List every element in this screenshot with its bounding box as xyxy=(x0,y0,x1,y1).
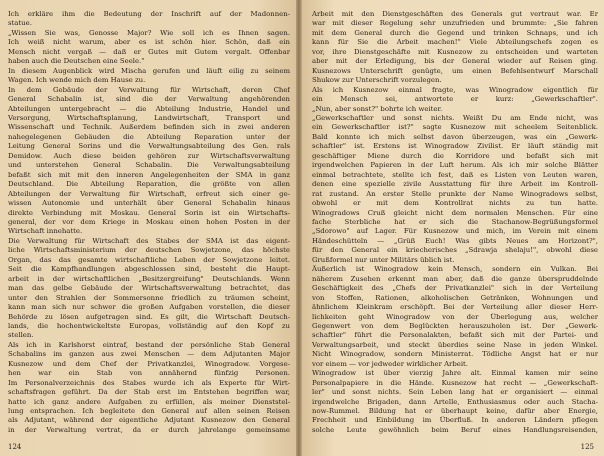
text-line: schaftler" führt die Personalakten, befaßt sich mit der Partei- und xyxy=(312,331,598,340)
text-line: wissen Autonomie und unterhält über General Schabalin hinaus xyxy=(8,199,290,208)
text-line: Kusnezows Unterschrift genügte, um einen Befehlsentwurf Marschall xyxy=(312,66,598,75)
text-line: geschäftiger Miene durch die Korridore und befaßt sich mit xyxy=(312,151,598,160)
text-line: Arbeit mit den Dienstgeschäften des Generals gut vertraut war. Er xyxy=(312,10,598,18)
text-line: kann man sich nur schwer die großen Aufgaben vorstellen, die dieser xyxy=(8,303,290,312)
text-line: Schabalins im ganzen aus zwei Menschen — dem Adjutanten Major xyxy=(8,350,290,359)
text-line: ein Mensch sei, antwortete er kurz: „Gewerkschaftler". xyxy=(312,95,598,104)
text-line: Bald konnte ich mich selbst davon überzeugen, was ein „Gewerk- xyxy=(312,132,598,141)
text-line: Winogradows Cruß gleicht nicht dem normalen Menschen. Für eine xyxy=(312,208,598,217)
text-line: Wirtschaft innehatte. xyxy=(8,227,83,236)
text-line: schaftsfragen geführt. Da der Stab erst im Entstehen begriffen war, xyxy=(8,388,290,397)
text-line: Abteilungen der Verwaltung für Wirtschaft, erfreut sich einer ge- xyxy=(8,189,290,198)
text-line: lands, die hochentwickeltste Europas, vollständig auf den Kopf zu xyxy=(8,321,290,330)
text-line: „Sdorowo" auf Lager. Für Kusnezow und mich, im Verein mit einem xyxy=(312,227,598,236)
text-line: ein Gewerkschaftler ist?" sagte Kusnezow mit scheelem Seitenblick. xyxy=(312,123,598,132)
text-line: haben auch die Deutschen eine Seele." xyxy=(8,57,145,66)
text-line: fache Sterbliche hat er sich die Stachanow-Begrüßungsformel xyxy=(312,217,598,226)
text-line: in der Verwaltung vertrat, da er durch jahrelange gemeinsame xyxy=(8,425,290,434)
left-page xyxy=(0,0,298,456)
text-line: liche Wirtschaftsministerium der deutschen Sowjetzone, das höchste xyxy=(8,246,290,255)
text-line: Verwaltungsarbeit, und steckt überdies seine Nase in jeden Winkel. xyxy=(312,340,598,349)
text-line: hatte ich ganz andere Aufgaben zu erfüllen, als meiner Dienststel- xyxy=(8,397,290,406)
text-line: lung entsprachen. Ich begleitete den General auf allen seinen Reisen xyxy=(8,407,290,416)
text-line: Personalpapiere in die Hände. Kusnezow hat recht — „Gewerkschaft- xyxy=(312,378,598,387)
text-line: Geschäftigkeit des „Chefs der Privatkanzlei" sich in der Verteilung xyxy=(312,284,598,293)
text-line: „Wissen Sie was, Genosse Major? Wie soll ich es Ihnen sagen. xyxy=(8,28,290,37)
text-line: Die Verwaltung für Wirtschaft des Stabes der SMA ist das eigent- xyxy=(8,236,290,245)
text-line: befaßt sich mit mit den inneren Angelegenheiten der SMA in ganz xyxy=(8,170,290,179)
text-line: war mit dieser Regelung sehr unzufrieden und brummte: „Sie fahren xyxy=(312,19,598,28)
text-line: nahegelegenen Gebäuden die Abteilung Reparation unter der xyxy=(8,132,290,141)
text-line: Behörde zu lösen aufgetragen sind. Es gilt, die Wirtschaft Deutsch- xyxy=(8,312,290,321)
text-line: stellen. xyxy=(8,331,34,340)
text-line: Wissenschaft und Technik. Außerdem befinden sich in zwei anderen xyxy=(8,123,290,132)
text-line: mit dem General durch die Gegend und trinken Schnaps, und ich xyxy=(312,28,598,37)
text-line: ler" und sonst nichts. Sein Leben lang hat er organisiert — einmal xyxy=(312,388,598,397)
text-line: als Adjutant, während der eigentliche Adjutant Kusnezow den General xyxy=(8,416,290,425)
book-gutter xyxy=(296,0,302,456)
text-line: aber mit der Erledigung, bis der General wieder auf Reisen ging. xyxy=(312,57,598,66)
text-line: schaftler" ist. Erstens ist Winogradow Zivilist. Er läuft ständig mit xyxy=(312,142,598,151)
text-line: Ich erkläre ihm die Bedeutung der Inschrift auf der Madonnen- xyxy=(8,10,290,18)
text-line: Shukow zur Unterschrift vorzulegen. xyxy=(312,76,442,85)
text-line: man das gelbe Gebäude der Wirtschaftsverwaltung betrachtet, das xyxy=(8,284,290,293)
text-line: rat zustand. An erster Stelle prunkte der Name Winogradows selbst, xyxy=(312,189,598,198)
text-line: direkte Verbindung mit Moskau. General Sorin ist ein Wirtschafts- xyxy=(8,208,290,217)
text-line: „Nun, aber sonst?" bohrte ich weiter. xyxy=(312,104,443,113)
text-line: einmal betrachtete, stellte ich fest, daß es Listen von Leuten waren, xyxy=(312,170,598,179)
text-line: Als ich in Karlshorst eintraf, bestand der persönliche Stab General xyxy=(8,340,290,349)
text-line: vor, ihre Dienstgeschäfte mit Kusnezow zu entscheiden und warteten xyxy=(312,47,598,56)
text-line: Als ich Kusnezow einmal fragte, was Winogradow eigentlich für xyxy=(312,85,598,94)
text-line: Gegenwert von dem Beglückten herauszuholen ist. Der „Gewerk- xyxy=(312,321,598,330)
text-line: Wagen. Ich wende mich dem Hause zu. xyxy=(8,76,146,85)
text-line: näherem Zusehen erkennt man aber, daß die ganze überspruddelnde xyxy=(312,274,598,283)
text-line: Im Personalverzeichnis des Stabes wurde ich als Experte für Wirt- xyxy=(8,378,290,387)
text-line: irgendwelchen Papieren in der Luft herum. Als ich mir solche Blätter xyxy=(312,161,598,170)
text-line: Demidow. Auch diese beiden gehören zur Wirtschaftsverwaltung xyxy=(8,151,290,160)
text-line: „Gewerkschaftler und sonst nichts. Weißt Du am Ende nicht, was xyxy=(312,113,598,122)
text-line: Abteilungen untergebracht — die Abteilung Industrie, Handel und xyxy=(8,104,290,113)
text-line: statue. xyxy=(8,19,32,28)
right-page xyxy=(298,0,604,456)
text-line: now-Rummel. Bildung hat er überhaupt keine, dafür aber Energie, xyxy=(312,407,598,416)
text-line: vor einem — vor jedweder wirklicher Arbeit. xyxy=(312,359,468,368)
text-line: Seit die Kampfhandlungen abgeschlossen sind, besteht die Haupt- xyxy=(8,265,290,274)
text-line: für den General ein kriecherisches „Sdrawja shelaju!", obwohl diese xyxy=(312,246,598,255)
text-line: denen eine spezielle zivile Ausstattung für ihre Arbeit im Kontroll- xyxy=(312,180,598,189)
text-line: arbeit in der wirtschaftlichen „Besitzergreifung" Deutschlands. Wenn xyxy=(8,274,290,283)
text-line: Leitung General Sorins und die Verwaltungsabteilung des Gen. rals xyxy=(8,142,290,151)
text-line: In dem Gebäude der Verwaltung für Wirtschaft, deren Chef xyxy=(8,85,290,94)
text-line: Mensch nicht vergaß — daß er Gutes mit Gutem vergalt. Offenbar xyxy=(8,47,290,56)
left-page-number: 124 xyxy=(8,443,22,451)
text-line: Nicht Winogradow, sondern Ministerrat. Tödliche Angst hat er nur xyxy=(312,350,598,359)
text-line: unter den Strahlen der Sommersonne friedlich zu träumen scheint, xyxy=(8,293,290,302)
text-line: Frechheit und Einbildung im Überfluß. In anderen Ländern pflegen xyxy=(312,416,598,425)
text-line: In diesem Augenblick wird Mischa gerufen und läuft eilig zu seinem xyxy=(8,66,290,75)
right-page-number: 125 xyxy=(580,443,594,451)
text-line: ähnlichem Kleinkram erschöpft. Bei der Verteilung aller dieser Herr- xyxy=(312,303,598,312)
left-page-text xyxy=(8,10,290,435)
text-line: Äußerlich ist Winogradow kein Mensch, sondern ein Vulkan. Bei xyxy=(312,265,598,274)
text-line: obwohl er mit dem Kontrollrat nichts zu tun hatte. xyxy=(312,199,598,208)
text-line: Grußformel nur unter Militärs üblich ist. xyxy=(312,255,455,264)
text-line: solche Leute gewöhnlich beim Beruf eines Handlungsreisenden, xyxy=(312,425,598,434)
text-line: Händeschütteln — „Grüß Euch! Was gibts Neues am Horizont?", xyxy=(312,236,598,245)
text-line: General Schabalin ist, sind die der Verwaltung angehörenden xyxy=(8,95,290,104)
right-page-text xyxy=(312,10,598,435)
text-line: kann für Sie die Arbeit machen!" Viele Abteilungschefs zogen es xyxy=(312,38,598,47)
text-line: und unterstehen General Schabalin. Die Verwaltungsabteilung xyxy=(8,161,290,170)
text-line: Kusnezow und dem Chef der Privatkanzlei, Winogradow. Vorgese- xyxy=(8,359,290,368)
text-line: Organ, das das gesamte wirtschaftliche Leben der Sowjetzone leitet. xyxy=(8,255,290,264)
text-line: Winogradow ist über vierzig Jahre alt. Einmal kamen mir seine xyxy=(312,369,598,378)
text-line: hen war ein Stab von annähernd fünfzig Personen. xyxy=(8,369,290,378)
text-line: Ich weiß nicht warum, aber es ist schön hier. Schön, daß ein xyxy=(8,38,290,47)
text-line: von Stoffen, Rationen, alkoholischen Getränken, Wohnungen und xyxy=(312,293,598,302)
text-line: Versorgung, Wirtschaftsplanung, Landwirtschaft, Transport und xyxy=(8,113,290,122)
text-line: general, der vor dem Kriege in Moskau einen hohen Posten in der xyxy=(8,217,290,226)
text-line: irgendwelche Brigaden, dann Artelle, Enthusiasmus oder auch Stacha- xyxy=(312,397,598,406)
text-line: lichkeiten geht Winogradow von der Überlegung aus, welcher xyxy=(312,312,598,321)
text-line: Deutschland. Die Abteilung Reparation, die größte von allen xyxy=(8,180,290,189)
